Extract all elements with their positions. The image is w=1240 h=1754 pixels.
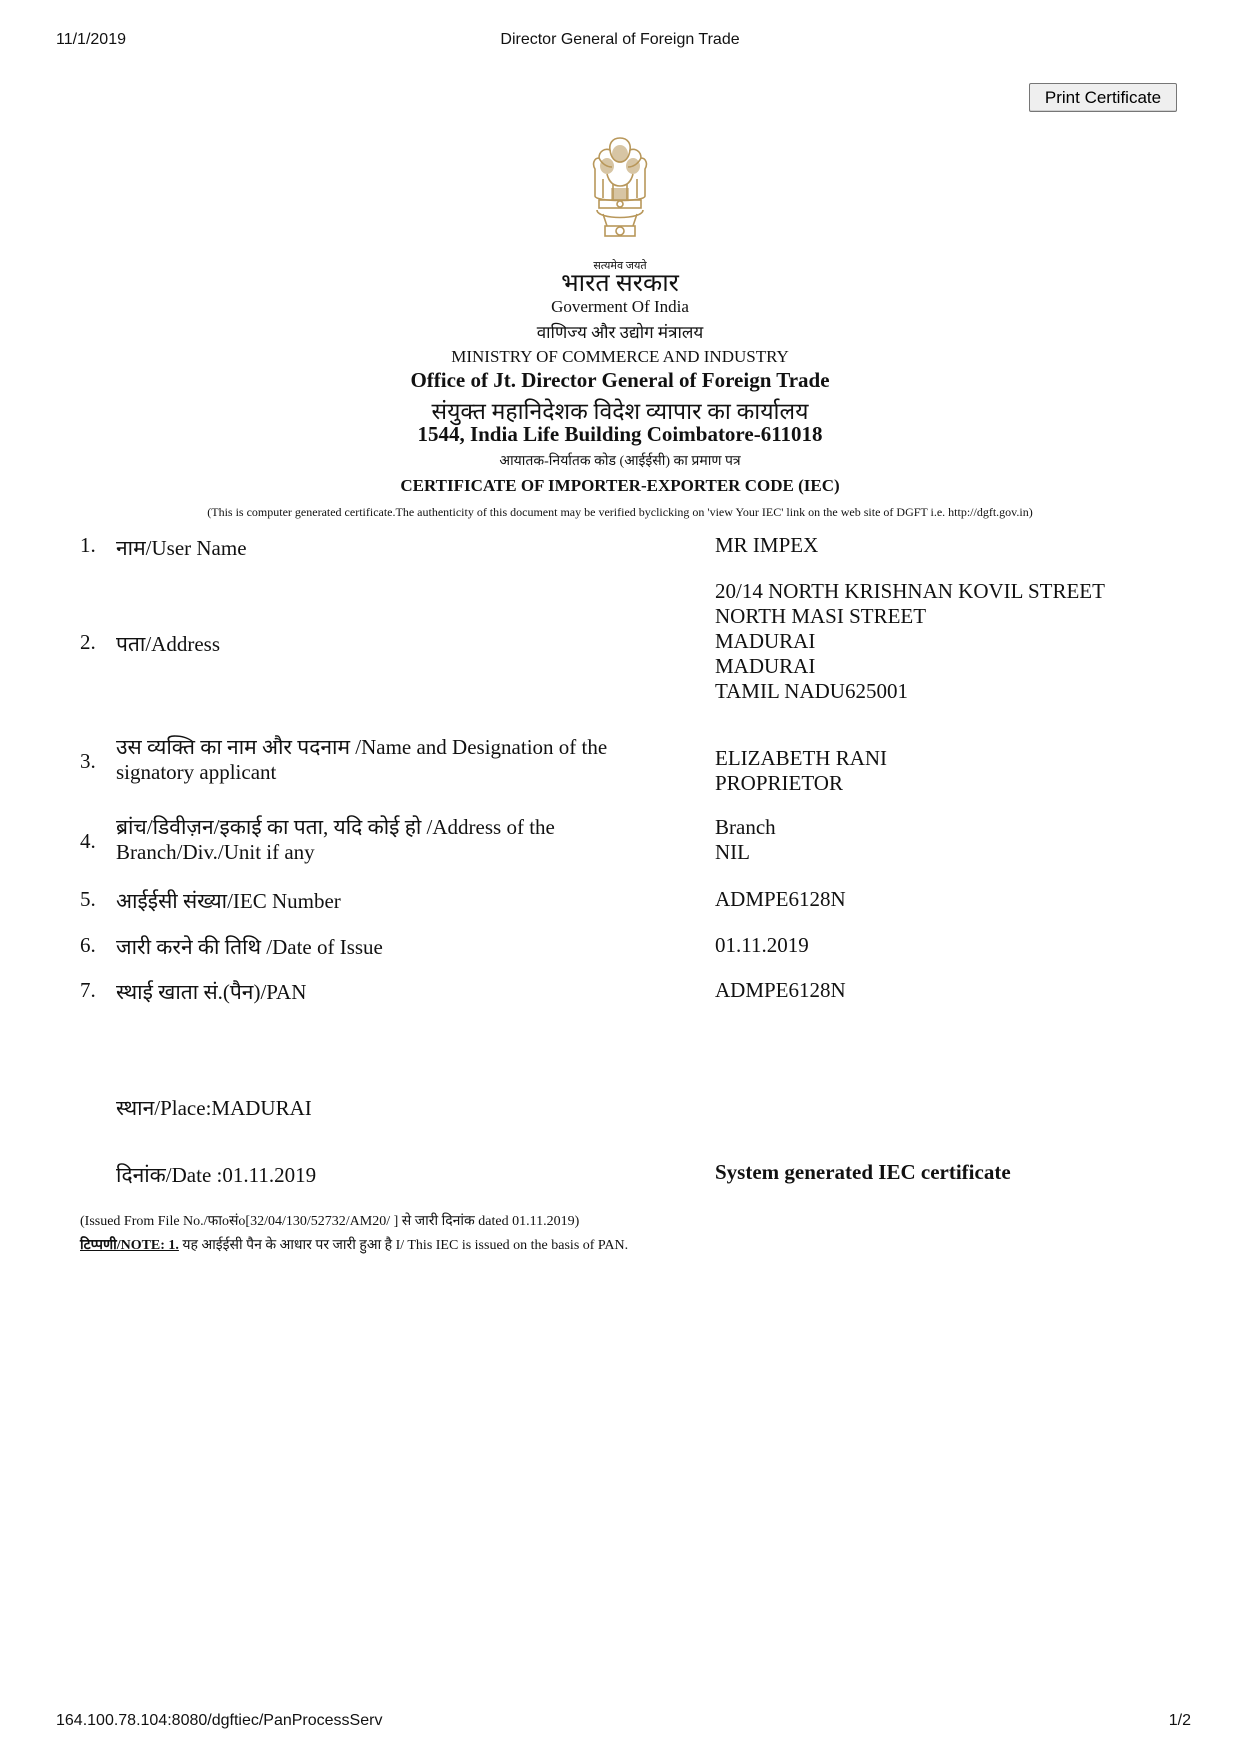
govt-hindi: भारत सरकार (561, 270, 679, 297)
label-line: ब्रांच/डिवीज़न/इकाई का पता, यदि कोई हो /Address of the (116, 815, 555, 839)
govt-english: Goverment Of India (551, 297, 689, 316)
print-url: 164.100.78.104:8080/dgftiec/PanProcessServ (56, 1712, 383, 1729)
field-label: स्थाई खाता सं.(पैन)/PAN (116, 980, 307, 1004)
field-number: 5. (80, 887, 96, 911)
system-generated-label: System generated IEC certificate (715, 1160, 1011, 1184)
office-address: 1544, India Life Building Coimbatore-611018 (417, 422, 823, 446)
label-line: signatory applicant (116, 760, 277, 784)
value-line: NIL (715, 840, 750, 864)
ministry-english: MINISTRY OF COMMERCE AND INDUSTRY (451, 347, 789, 366)
address-line: MADURAI (715, 654, 816, 678)
certificate-title-hindi: आयातक-निर्यातक कोड (आईईसी) का प्रमाण पत्र (499, 454, 741, 469)
address-line: MADURAI (715, 629, 816, 653)
label-line: Branch/Div./Unit if any (116, 840, 315, 864)
field-number: 3. (80, 749, 96, 773)
value-line: PROPRIETOR (715, 771, 843, 795)
field-label (116, 815, 676, 865)
field-value: ADMPE6128N (715, 887, 846, 911)
field-number: 4. (80, 829, 96, 853)
note-text: यह आईईसी पैन के आधार पर जारी हुआ है I/ This IEC is issued on the basis of PAN. (178, 1238, 629, 1253)
value-line: Branch (715, 815, 776, 839)
label-line: उस व्यक्ति का नाम और पदनाम /Name and Designation of the (116, 735, 608, 759)
certificate-title: CERTIFICATE OF IMPORTER-EXPORTER CODE (IEC) (400, 476, 840, 495)
print-page-title: Director General of Foreign Trade (500, 31, 740, 48)
field-label: नाम/User Name (116, 536, 247, 560)
issued-from-note: (Issued From File No./फाoसंo[32/04/130/52732/AM20/ ] से जारी दिनांक dated 01.11.2019) (80, 1214, 580, 1229)
field-value: 01.11.2019 (715, 933, 809, 957)
note-label: टिप्पणी/NOTE: 1. (80, 1238, 179, 1253)
field-label: जारी करने की तिथि /Date of Issue (116, 935, 383, 959)
field-label: आईईसी संख्या/IEC Number (116, 889, 341, 913)
field-value: MR IMPEX (715, 533, 819, 557)
field-number: 2. (80, 630, 96, 654)
address-line: TAMIL NADU625001 (715, 679, 908, 703)
pan-note (80, 1235, 628, 1254)
field-number: 7. (80, 978, 96, 1002)
address-line: 20/14 NORTH KRISHNAN KOVIL STREET (715, 579, 1105, 603)
date: दिनांक/Date :01.11.2019 (116, 1163, 317, 1187)
field-label (116, 735, 676, 785)
authenticity-note: (This is computer generated certificate.The authenticity of this document may be verified byclicking on 'view Your IEC' link on the web site of DGFT i.e. http://dgft.gov.in) (207, 505, 1033, 519)
field-value: ADMPE6128N (715, 978, 846, 1002)
print-date: 11/1/2019 (56, 31, 126, 48)
field-value (715, 815, 776, 865)
office-english: Office of Jt. Director General of Foreign Trade (410, 368, 830, 392)
place: स्थान/Place:MADURAI (116, 1096, 312, 1120)
print-page-number: 1/2 (1168, 1712, 1191, 1729)
print-certificate-button[interactable]: Print Certificate (1029, 83, 1177, 112)
field-label: पता/Address (116, 632, 220, 656)
field-value (715, 579, 1105, 704)
ministry-hindi: वाणिज्य और उद्योग मंत्रालय (536, 323, 704, 342)
address-line: NORTH MASI STREET (715, 604, 927, 628)
field-number: 6. (80, 933, 96, 957)
national-emblem-icon (585, 134, 655, 262)
office-hindi: संयुक्त महानिदेशक विदेश व्यापार का कार्यालय (431, 399, 809, 424)
field-value (715, 746, 887, 796)
emblem-motto: सत्यमेव जयते (593, 260, 647, 272)
field-number: 1. (80, 533, 96, 557)
value-line: ELIZABETH RANI (715, 746, 888, 770)
